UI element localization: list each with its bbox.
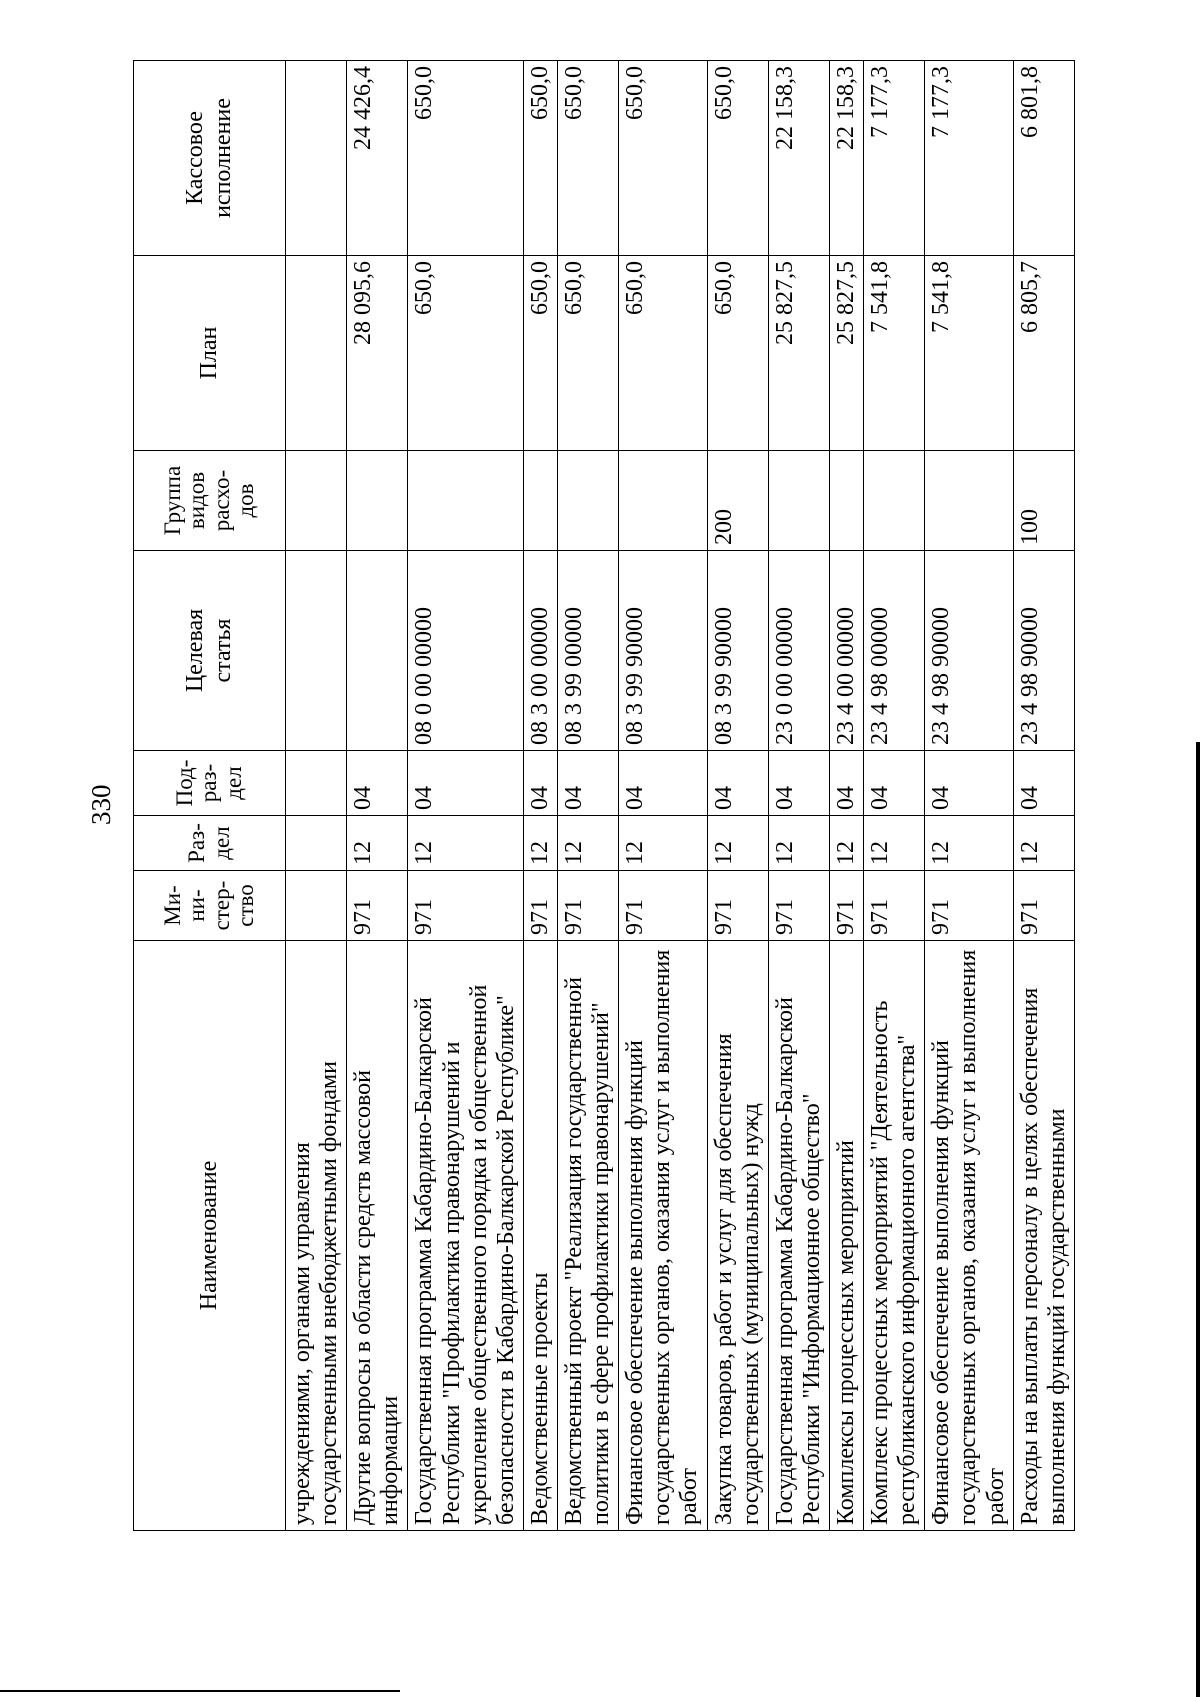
cell-plan: 25 827,5	[829, 256, 863, 451]
cell-subsection	[286, 751, 347, 816]
cell-execution: 22 158,3	[829, 61, 863, 256]
cell-execution: 7 177,3	[925, 61, 1013, 256]
header-expense-group: Группа видов расхо- дов	[134, 451, 286, 551]
cell-ministry: 971	[768, 871, 829, 941]
cell-execution: 650,0	[523, 61, 557, 256]
table-row	[829, 61, 863, 1531]
cell-ministry: 971	[408, 871, 523, 941]
cell-group	[829, 451, 863, 551]
cell-subsection: 04	[347, 751, 408, 816]
cell-ministry: 971	[1013, 871, 1074, 941]
cell-group	[557, 451, 618, 551]
header-target-article: Целевая статья	[134, 551, 286, 751]
cell-target	[347, 551, 408, 751]
cell-execution: 650,0	[557, 61, 618, 256]
cell-group: 100	[1013, 451, 1074, 551]
cell-target: 08 3 99 90000	[707, 551, 768, 751]
cell-target: 08 3 00 00000	[523, 551, 557, 751]
cell-name: Финансовое обеспечение выполнения функций государственных органов, оказания услуг и выполнения работ	[619, 941, 707, 1531]
cell-subsection: 04	[864, 751, 925, 816]
cell-section: 12	[557, 816, 618, 871]
cell-subsection: 04	[619, 751, 707, 816]
cell-section: 12	[707, 816, 768, 871]
header-subsection: Под- раз- дел	[134, 751, 286, 816]
cell-group	[619, 451, 707, 551]
cell-group	[408, 451, 523, 551]
cell-ministry	[286, 871, 347, 941]
cell-section: 12	[619, 816, 707, 871]
cell-plan: 7 541,8	[864, 256, 925, 451]
header-execution: Кассовое исполнение	[134, 61, 286, 256]
cell-group	[347, 451, 408, 551]
cell-target: 23 4 98 90000	[1013, 551, 1074, 751]
cell-execution: 6 801,8	[1013, 61, 1074, 256]
cell-plan: 6 805,7	[1013, 256, 1074, 451]
table-row	[1013, 61, 1074, 1531]
scan-edge-line	[1196, 742, 1200, 1697]
cell-subsection: 04	[523, 751, 557, 816]
cell-subsection: 04	[408, 751, 523, 816]
cell-ministry: 971	[557, 871, 618, 941]
cell-target: 23 4 98 90000	[925, 551, 1013, 751]
header-name: Наименование	[134, 941, 286, 1531]
cell-ministry: 971	[619, 871, 707, 941]
cell-target: 23 4 00 00000	[829, 551, 863, 751]
cell-name: Государственная программа Кабардино-Балкарской Республики "Информационное общество"	[768, 941, 829, 1531]
cell-group	[925, 451, 1013, 551]
cell-group	[768, 451, 829, 551]
cell-plan: 650,0	[408, 256, 523, 451]
cell-ministry: 971	[829, 871, 863, 941]
cell-execution: 650,0	[619, 61, 707, 256]
cell-target: 23 0 00 00000	[768, 551, 829, 751]
header-ministry: Ми- ни- стер- ство	[134, 871, 286, 941]
cell-group	[286, 451, 347, 551]
cell-name: Закупка товаров, работ и услуг для обеспечения государственных (муниципальных) нужд	[707, 941, 768, 1531]
cell-subsection: 04	[925, 751, 1013, 816]
cell-plan	[286, 256, 347, 451]
cell-target: 23 4 98 00000	[864, 551, 925, 751]
table-row	[347, 61, 408, 1531]
table-header-row	[134, 61, 286, 1531]
cell-section: 12	[768, 816, 829, 871]
cell-plan: 7 541,8	[925, 256, 1013, 451]
cell-name: Ведомственный проект "Реализация государственной политики в сфере профилактики правонарушений"	[557, 941, 618, 1531]
budget-table-rotated	[133, 61, 1070, 1531]
cell-name: Комплекс процессных мероприятий "Деятельность республиканского информационного агентства"	[864, 941, 925, 1531]
cell-section: 12	[408, 816, 523, 871]
cell-target	[286, 551, 347, 751]
cell-name: Государственная программа Кабардино-Балкарской Республики "Профилактика правонарушений и укрепление общественного порядка и общественной безопасности в Кабардино-Балкарской Республике"	[408, 941, 523, 1531]
cell-name: учреждениями, органами управления государственными внебюджетными фондами	[286, 941, 347, 1531]
cell-subsection: 04	[768, 751, 829, 816]
cell-group: 200	[707, 451, 768, 551]
cell-name: Ведомственные проекты	[523, 941, 557, 1531]
table-row	[523, 61, 557, 1531]
cell-name: Комплексы процессных мероприятий	[829, 941, 863, 1531]
cell-plan: 650,0	[557, 256, 618, 451]
cell-ministry: 971	[864, 871, 925, 941]
cell-plan: 650,0	[523, 256, 557, 451]
cell-execution: 22 158,3	[768, 61, 829, 256]
cell-execution: 24 426,4	[347, 61, 408, 256]
header-plan: План	[134, 256, 286, 451]
cell-execution: 650,0	[408, 61, 523, 256]
table-row	[864, 61, 925, 1531]
cell-subsection: 04	[1013, 751, 1074, 816]
cell-section	[286, 816, 347, 871]
cell-subsection: 04	[557, 751, 618, 816]
cell-section: 12	[864, 816, 925, 871]
table-row	[768, 61, 829, 1531]
cell-section: 12	[1013, 816, 1074, 871]
cell-section: 12	[829, 816, 863, 871]
cell-ministry: 971	[347, 871, 408, 941]
table-row	[925, 61, 1013, 1531]
table-row	[286, 61, 347, 1531]
cell-ministry: 971	[707, 871, 768, 941]
page-number: 330	[86, 784, 116, 825]
table-row	[557, 61, 618, 1531]
cell-group	[864, 451, 925, 551]
table-row	[408, 61, 523, 1531]
cell-target: 08 0 00 00000	[408, 551, 523, 751]
cell-plan: 650,0	[707, 256, 768, 451]
cell-section: 12	[347, 816, 408, 871]
cell-execution: 7 177,3	[864, 61, 925, 256]
cell-ministry: 971	[925, 871, 1013, 941]
table-row	[707, 61, 768, 1531]
cell-plan: 650,0	[619, 256, 707, 451]
cell-subsection: 04	[829, 751, 863, 816]
cell-plan: 25 827,5	[768, 256, 829, 451]
scan-edge-line	[0, 1690, 400, 1692]
cell-subsection: 04	[707, 751, 768, 816]
cell-name: Расходы на выплаты персоналу в целях обеспечения выполнения функций государственными	[1013, 941, 1074, 1531]
cell-name: Финансовое обеспечение выполнения функций государственных органов, оказания услуг и выполнения работ	[925, 941, 1013, 1531]
budget-table	[133, 60, 1075, 1531]
cell-execution: 650,0	[707, 61, 768, 256]
cell-name: Другие вопросы в области средств массовой информации	[347, 941, 408, 1531]
cell-section: 12	[925, 816, 1013, 871]
cell-plan: 28 095,6	[347, 256, 408, 451]
cell-group	[523, 451, 557, 551]
cell-section: 12	[523, 816, 557, 871]
table-row	[619, 61, 707, 1531]
header-section: Раз- дел	[134, 816, 286, 871]
cell-target: 08 3 99 90000	[619, 551, 707, 751]
cell-execution	[286, 61, 347, 256]
cell-target: 08 3 99 00000	[557, 551, 618, 751]
cell-ministry: 971	[523, 871, 557, 941]
